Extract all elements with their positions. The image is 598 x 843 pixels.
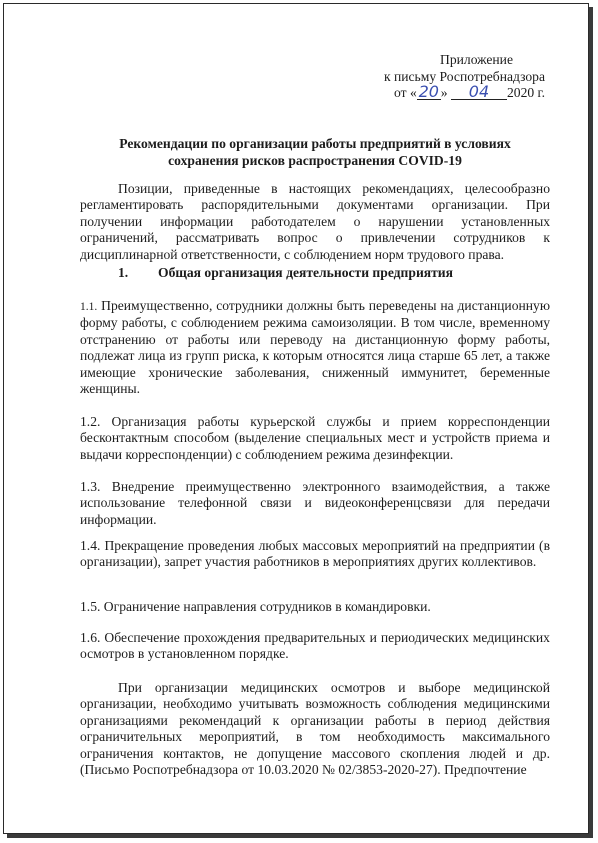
item-number: 1.4. bbox=[80, 538, 101, 553]
appendix-header bbox=[355, 52, 545, 102]
date-suffix: 2020 г. bbox=[506, 85, 545, 100]
item-text: Преимущественно, сотрудники должны быть переведены на дистанционную форму работы, с соблюдением режима самоизоляции. В том числе, временному отстранению от работы или переводу на дистанционную форму работы, подлежат лица из групп риска, к которым относятся лица старше 65 лет, а также имеющие хронические заболевания, сниженный иммунитет, беременные женщины. bbox=[80, 298, 550, 397]
date-prefix: от « bbox=[394, 85, 417, 100]
letter-date bbox=[355, 82, 545, 102]
item-text: Внедрение преимущественно электронного взаимодействия, а также использование телефонной связи и видеоконференцсвязи для передачи информации. bbox=[80, 479, 550, 527]
item-number: 1.2. bbox=[80, 414, 101, 429]
intro-paragraph: Позиции, приведенные в настоящих рекомендациях, целесообразно регламентировать распорядительными документами организации. При получении информации работодателем о нарушении установленных ограничений, рассматривать вопрос о привлечении сотрудников к дисциплинарной ответственности, с соблюдением норм трудового права. bbox=[80, 181, 550, 262]
item-text: Ограничение направления сотрудников в командировки. bbox=[103, 599, 431, 614]
document-title bbox=[80, 136, 550, 169]
title-line-2: сохранения рисков распространения COVID-19 bbox=[168, 152, 462, 168]
section-heading bbox=[80, 265, 550, 282]
list-item bbox=[80, 298, 550, 397]
item-number: 1.6. bbox=[80, 630, 101, 645]
title-line-1: Рекомендации по организации работы предприятий в условиях bbox=[119, 136, 511, 151]
handwritten-day: 20 bbox=[418, 82, 439, 101]
list-item bbox=[80, 538, 550, 571]
appendix-label: Приложение bbox=[440, 52, 513, 67]
letter-reference: к письму Роспотребнадзора bbox=[383, 68, 545, 84]
handwritten-month: 04 bbox=[451, 85, 507, 100]
item-number: 1.1. bbox=[80, 301, 98, 313]
closing-paragraph: При организации медицинских осмотров и выборе медицинской организации, необходимо учитывать возможность соблюдения медицинскими организациями рекомендаций к организации работы в период действия ограничительных мероприятий, в том необходимость максимального ограничения контактов, не допущение массового скопления людей и др. (Письмо Роспотребнадзора от 10.03.2020 № 02/3853-2020-27). Предпочтение bbox=[80, 680, 550, 778]
item-text: Обеспечение прохождения предварительных и периодических медицинских осмотров в установленном порядке. bbox=[80, 630, 550, 662]
item-text: Прекращение проведения любых массовых мероприятий на предприятии (в организации), запрет участия работников в мероприятиях других коллективов. bbox=[80, 538, 550, 570]
date-mid: » bbox=[440, 85, 448, 100]
list-item bbox=[80, 630, 550, 663]
list-item bbox=[80, 599, 550, 615]
section-title: Общая организация деятельности предприятия bbox=[158, 265, 453, 280]
item-number: 1.5. bbox=[80, 599, 101, 614]
section-number: 1. bbox=[118, 265, 129, 280]
list-item bbox=[80, 414, 550, 463]
item-text: Организация работы курьерской службы и прием корреспонденции бесконтактным способом (выделение специальных мест и устройств приема и выдачи корреспонденции) с соблюдением режима дезинфекции. bbox=[80, 414, 550, 462]
item-number: 1.3. bbox=[80, 479, 101, 494]
list-item bbox=[80, 479, 550, 528]
